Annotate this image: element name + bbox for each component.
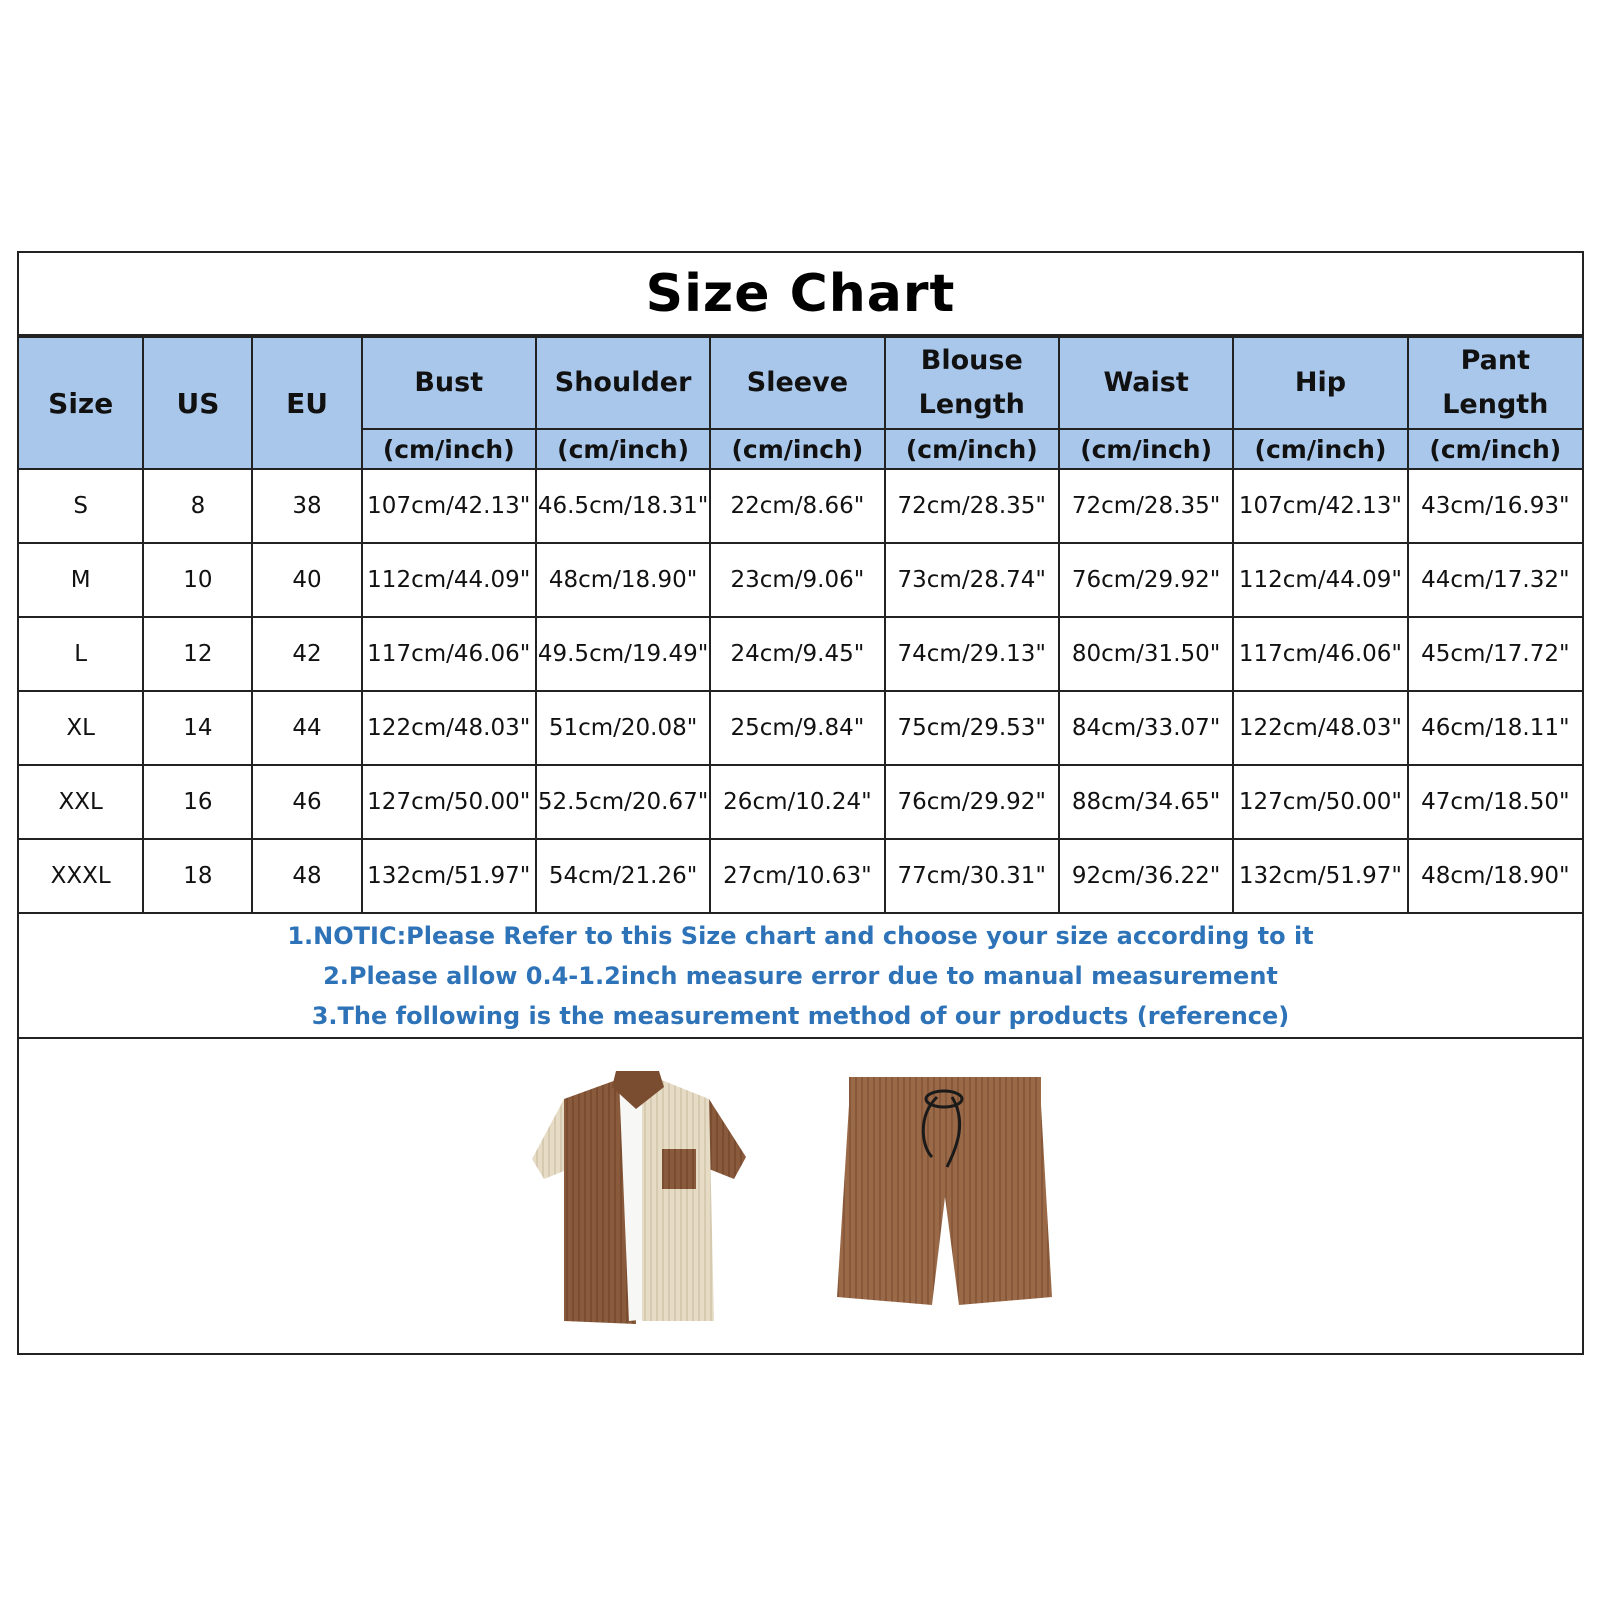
table-row [19, 839, 1582, 913]
title-row [19, 253, 1582, 336]
cell-blouse-length: 76cm/29.92" [885, 765, 1059, 839]
unit-label: (cm/inch) [710, 429, 884, 469]
cell-size: XL [19, 691, 143, 765]
note-1: 1.NOTIC:Please Refer to this Size chart and choose your size according to it [287, 921, 1314, 950]
col-size: Size [19, 337, 143, 469]
cell-hip: 132cm/51.97" [1233, 839, 1407, 913]
cell-size: XXXL [19, 839, 143, 913]
table-row [19, 469, 1582, 543]
table-row [19, 691, 1582, 765]
products-section [19, 1039, 1582, 1351]
cell-size: XXL [19, 765, 143, 839]
size-chart-sheet [17, 251, 1584, 1355]
cell-us: 18 [143, 839, 252, 913]
col-eu: EU [252, 337, 361, 469]
cell-eu: 44 [252, 691, 361, 765]
cell-shoulder: 54cm/21.26" [536, 839, 710, 913]
note-3: 3.The following is the measurement method of our products (reference) [311, 1001, 1290, 1030]
cell-bust: 117cm/46.06" [362, 617, 536, 691]
cell-hip: 117cm/46.06" [1233, 617, 1407, 691]
chart-title: Size Chart [645, 263, 956, 324]
cell-pant-length: 47cm/18.50" [1408, 765, 1582, 839]
cell-eu: 38 [252, 469, 361, 543]
col-pant-length-line1: Pant [1460, 345, 1531, 376]
cell-us: 8 [143, 469, 252, 543]
cell-us: 16 [143, 765, 252, 839]
cell-eu: 40 [252, 543, 361, 617]
table-row [19, 617, 1582, 691]
cell-size: L [19, 617, 143, 691]
table-row [19, 543, 1582, 617]
col-pant-length [1408, 337, 1582, 429]
cell-bust: 127cm/50.00" [362, 765, 536, 839]
cell-shoulder: 51cm/20.08" [536, 691, 710, 765]
cell-size: S [19, 469, 143, 543]
cell-blouse-length: 73cm/28.74" [885, 543, 1059, 617]
cell-blouse-length: 75cm/29.53" [885, 691, 1059, 765]
unit-label: (cm/inch) [1233, 429, 1407, 469]
cell-sleeve: 23cm/9.06" [710, 543, 884, 617]
size-table [19, 336, 1582, 914]
notes-section [19, 914, 1582, 1039]
col-bust: Bust [362, 337, 536, 429]
cell-shoulder: 48cm/18.90" [536, 543, 710, 617]
cell-sleeve: 26cm/10.24" [710, 765, 884, 839]
cell-pant-length: 48cm/18.90" [1408, 839, 1582, 913]
cell-sleeve: 22cm/8.66" [710, 469, 884, 543]
col-hip: Hip [1233, 337, 1407, 429]
cell-shoulder: 46.5cm/18.31" [536, 469, 710, 543]
cell-bust: 112cm/44.09" [362, 543, 536, 617]
cell-pant-length: 46cm/18.11" [1408, 691, 1582, 765]
unit-label: (cm/inch) [536, 429, 710, 469]
unit-label: (cm/inch) [1408, 429, 1582, 469]
note-2: 2.Please allow 0.4-1.2inch measure error due to manual measurement [323, 961, 1278, 990]
col-us: US [143, 337, 252, 469]
shirt-image [524, 1059, 754, 1334]
col-blouse-length [885, 337, 1059, 429]
col-waist: Waist [1059, 337, 1233, 429]
cell-blouse-length: 72cm/28.35" [885, 469, 1059, 543]
col-sleeve: Sleeve [710, 337, 884, 429]
cell-waist: 80cm/31.50" [1059, 617, 1233, 691]
cell-size: M [19, 543, 143, 617]
cell-sleeve: 25cm/9.84" [710, 691, 884, 765]
cell-us: 14 [143, 691, 252, 765]
cell-sleeve: 24cm/9.45" [710, 617, 884, 691]
header-row [19, 337, 1582, 429]
cell-blouse-length: 74cm/29.13" [885, 617, 1059, 691]
cell-bust: 107cm/42.13" [362, 469, 536, 543]
table-row [19, 765, 1582, 839]
col-blouse-length-line1: Blouse [920, 345, 1023, 376]
col-shoulder: Shoulder [536, 337, 710, 429]
cell-sleeve: 27cm/10.63" [710, 839, 884, 913]
cell-shoulder: 52.5cm/20.67" [536, 765, 710, 839]
cell-hip: 112cm/44.09" [1233, 543, 1407, 617]
cell-us: 10 [143, 543, 252, 617]
cell-blouse-length: 77cm/30.31" [885, 839, 1059, 913]
cell-eu: 46 [252, 765, 361, 839]
cell-us: 12 [143, 617, 252, 691]
cell-eu: 48 [252, 839, 361, 913]
col-pant-length-line2: Length [1442, 389, 1549, 420]
cell-hip: 127cm/50.00" [1233, 765, 1407, 839]
cell-bust: 122cm/48.03" [362, 691, 536, 765]
unit-label: (cm/inch) [885, 429, 1059, 469]
cell-waist: 88cm/34.65" [1059, 765, 1233, 839]
unit-label: (cm/inch) [1059, 429, 1233, 469]
shorts-image [837, 1077, 1052, 1312]
cell-waist: 72cm/28.35" [1059, 469, 1233, 543]
cell-hip: 122cm/48.03" [1233, 691, 1407, 765]
unit-label: (cm/inch) [362, 429, 536, 469]
cell-pant-length: 44cm/17.32" [1408, 543, 1582, 617]
cell-hip: 107cm/42.13" [1233, 469, 1407, 543]
cell-pant-length: 43cm/16.93" [1408, 469, 1582, 543]
cell-waist: 76cm/29.92" [1059, 543, 1233, 617]
cell-eu: 42 [252, 617, 361, 691]
col-blouse-length-line2: Length [918, 389, 1025, 420]
cell-bust: 132cm/51.97" [362, 839, 536, 913]
cell-waist: 92cm/36.22" [1059, 839, 1233, 913]
cell-waist: 84cm/33.07" [1059, 691, 1233, 765]
cell-shoulder: 49.5cm/19.49" [536, 617, 710, 691]
cell-pant-length: 45cm/17.72" [1408, 617, 1582, 691]
